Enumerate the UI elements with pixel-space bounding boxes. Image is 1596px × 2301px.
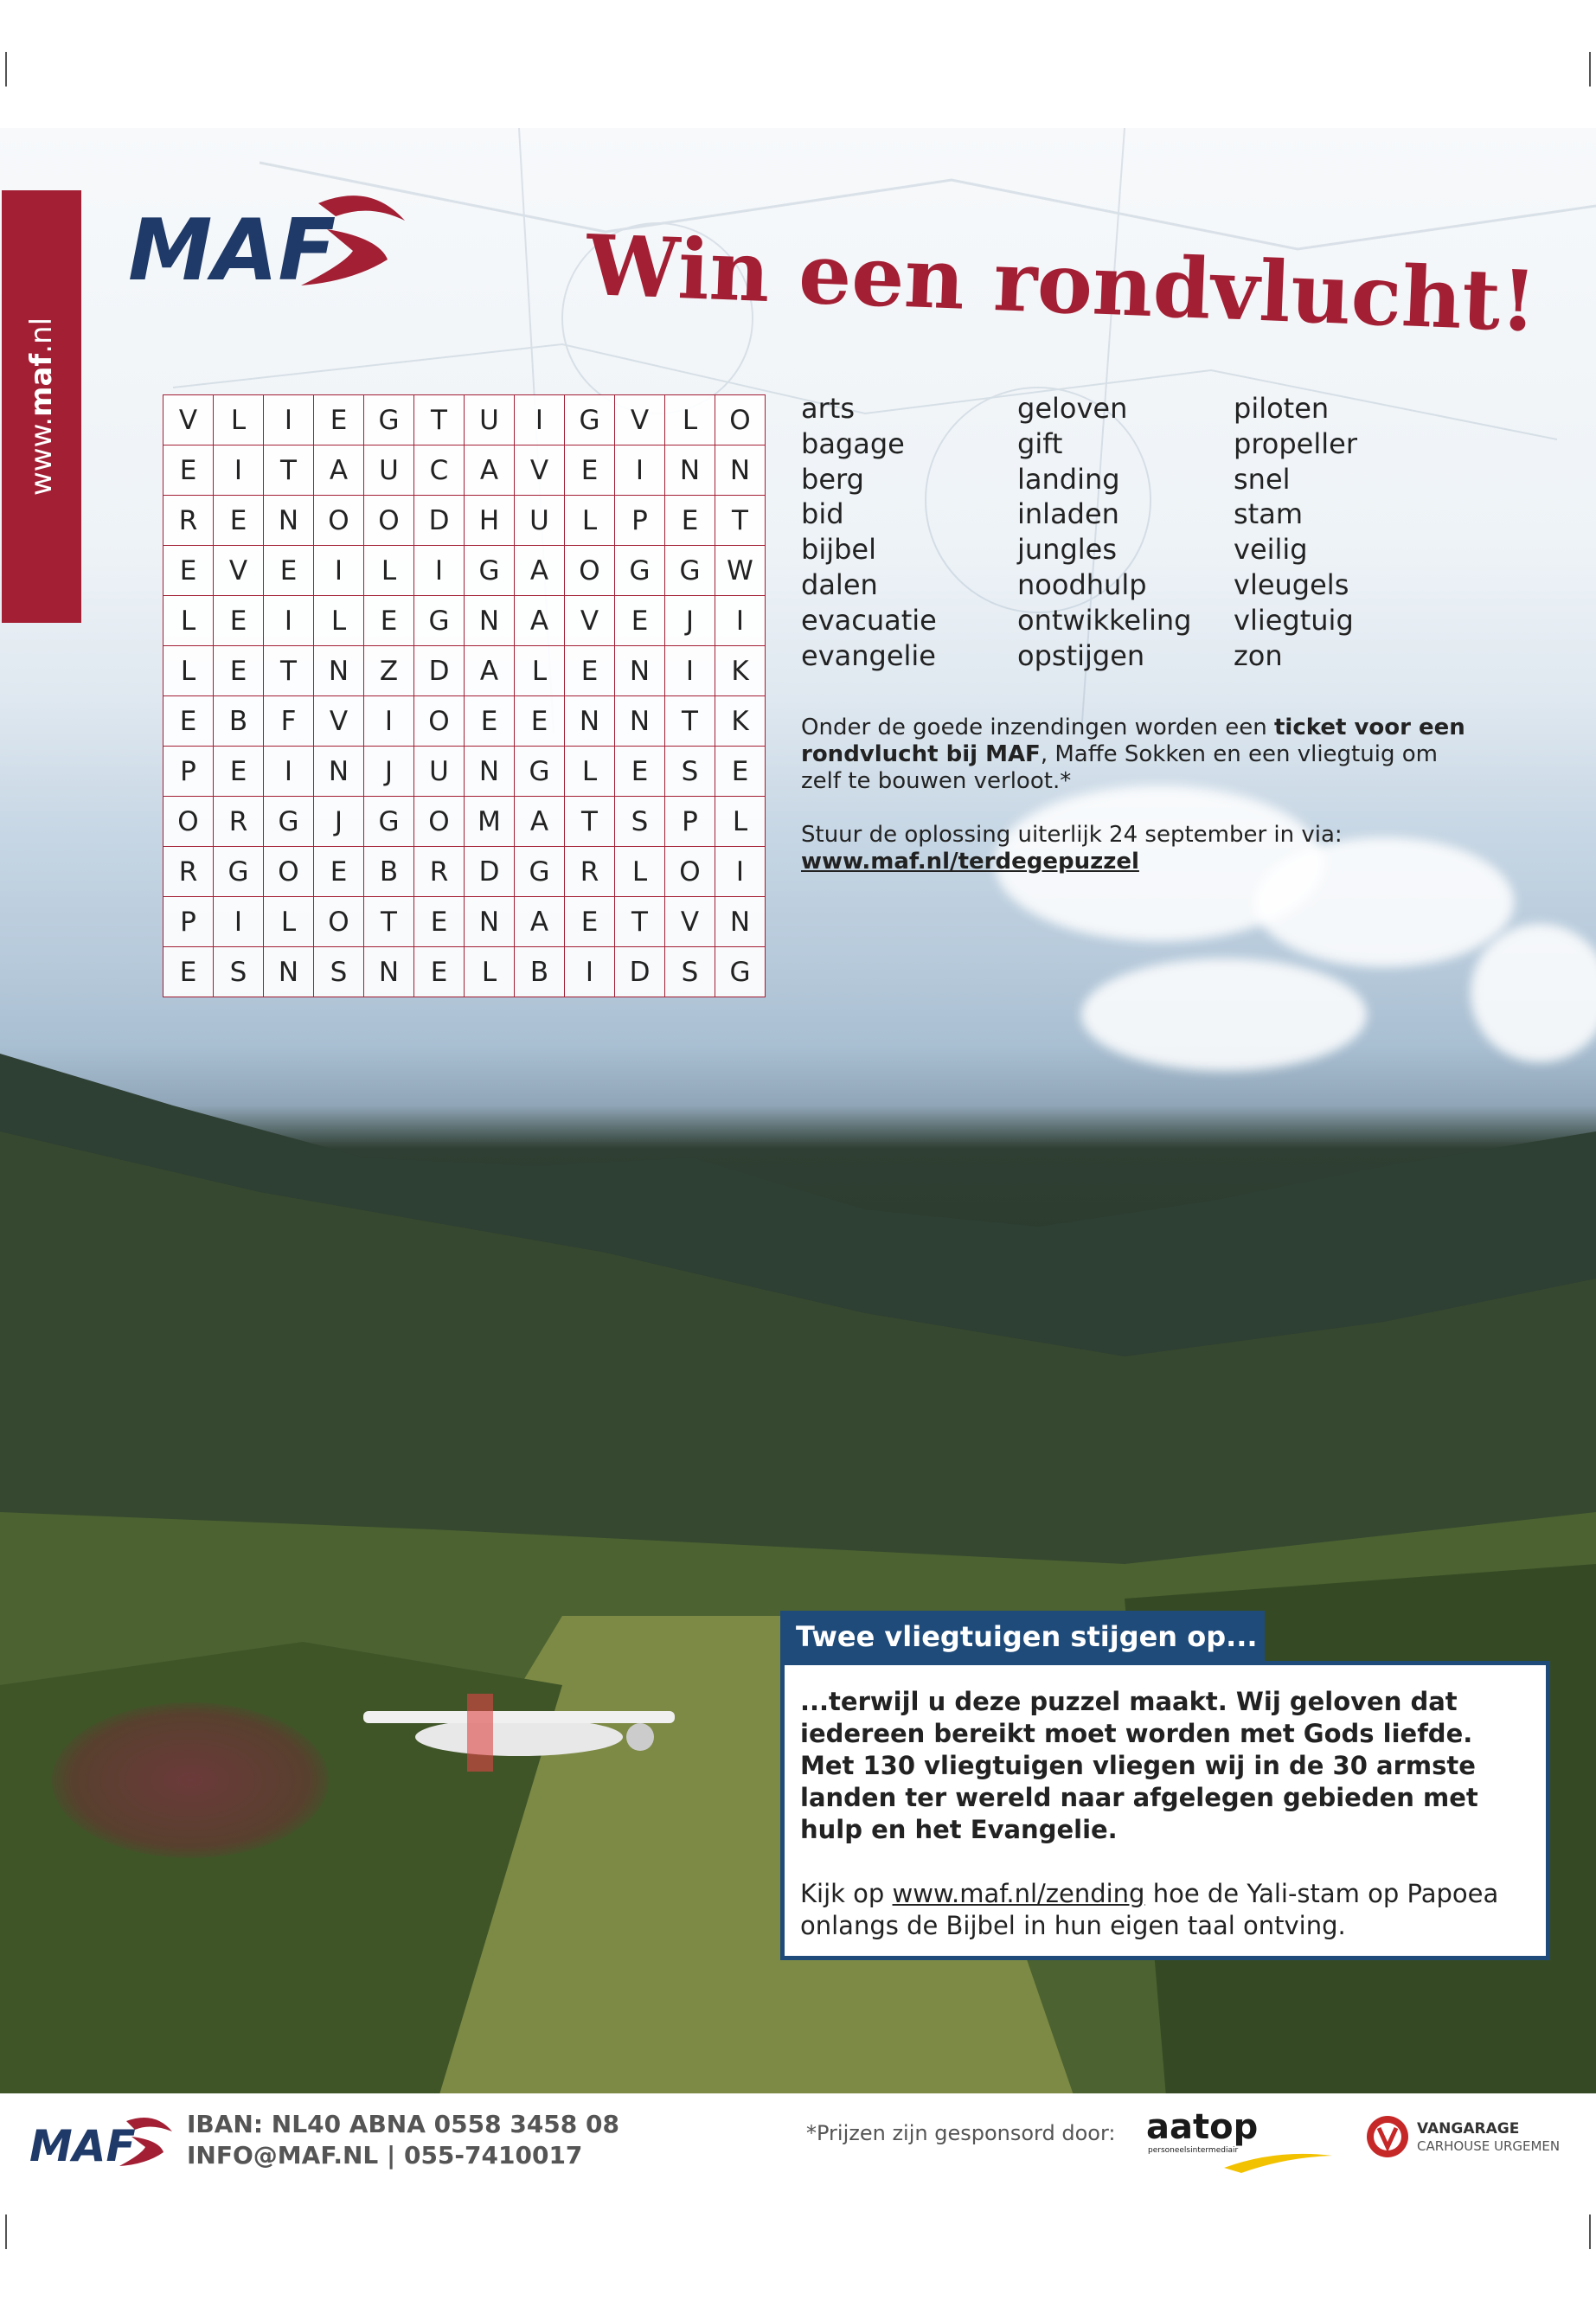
twee-box xyxy=(780,1661,1550,1960)
word-list-item: vleugels xyxy=(1234,567,1349,601)
grid-cell[interactable]: T xyxy=(565,797,615,847)
grid-cell[interactable]: O xyxy=(264,847,314,897)
grid-cell[interactable]: I xyxy=(665,646,715,696)
grid-cell[interactable]: E xyxy=(214,646,264,696)
word-list-column-2 xyxy=(1017,391,1191,673)
grid-cell[interactable]: O xyxy=(414,797,465,847)
grid-cell[interactable]: E xyxy=(565,445,615,496)
grid-cell[interactable]: E xyxy=(565,897,615,947)
crowd xyxy=(52,1702,329,1858)
grid-cell[interactable]: V xyxy=(314,696,364,747)
grid-row xyxy=(163,797,766,847)
grid-cell[interactable]: E xyxy=(615,747,665,797)
grid-cell[interactable]: M xyxy=(465,797,515,847)
grid-cell[interactable]: I xyxy=(565,947,615,997)
grid-cell[interactable]: V xyxy=(214,546,264,596)
word-list-item: zon xyxy=(1234,638,1283,672)
grid-cell[interactable]: A xyxy=(515,897,565,947)
grid-cell[interactable]: L xyxy=(615,847,665,897)
grid-cell[interactable]: E xyxy=(665,496,715,546)
grid-cell[interactable]: G xyxy=(364,395,414,445)
word-list-item: stam xyxy=(1234,497,1303,531)
grid-cell[interactable]: O xyxy=(163,797,214,847)
grid-cell[interactable]: N xyxy=(314,646,364,696)
grid-cell[interactable]: K xyxy=(715,696,766,747)
grid-cell[interactable]: G xyxy=(364,797,414,847)
grid-cell[interactable]: N xyxy=(665,445,715,496)
grid-cell[interactable]: E xyxy=(465,696,515,747)
grid-cell[interactable]: V xyxy=(515,445,565,496)
word-list-item: vliegtuig xyxy=(1234,603,1354,637)
aatop-logo xyxy=(1146,2106,1336,2175)
grid-cell[interactable]: E xyxy=(615,596,665,646)
grid-cell[interactable]: R xyxy=(163,847,214,897)
grid-cell[interactable]: E xyxy=(214,496,264,546)
grid-cell[interactable]: I xyxy=(615,445,665,496)
grid-cell[interactable]: G xyxy=(515,747,565,797)
grid-cell[interactable]: D xyxy=(414,646,465,696)
grid-row xyxy=(163,897,766,947)
grid-cell[interactable]: I xyxy=(264,395,314,445)
grid-cell[interactable]: B xyxy=(214,696,264,747)
grid-cell[interactable]: P xyxy=(665,797,715,847)
grid-cell[interactable]: P xyxy=(163,747,214,797)
word-list-item: evacuatie xyxy=(801,603,937,637)
sponsor-text: *Prijzen zijn gesponsord door: xyxy=(806,2121,1116,2145)
word-list-item: dalen xyxy=(801,567,878,601)
grid-cell[interactable]: V xyxy=(665,897,715,947)
grid-cell[interactable]: T xyxy=(665,696,715,747)
grid-cell[interactable]: S xyxy=(214,947,264,997)
grid-cell[interactable]: G xyxy=(414,596,465,646)
grid-cell[interactable]: I xyxy=(715,596,766,646)
grid-cell[interactable]: L xyxy=(715,797,766,847)
grid-cell[interactable]: L xyxy=(163,596,214,646)
svg-text:MAF: MAF xyxy=(128,202,337,298)
word-list-item: bagage xyxy=(801,426,905,460)
grid-cell[interactable]: U xyxy=(515,496,565,546)
grid-cell[interactable]: L xyxy=(163,646,214,696)
grid-cell[interactable]: I xyxy=(314,546,364,596)
svg-text:MAF: MAF xyxy=(29,2121,136,2171)
grid-cell[interactable]: E xyxy=(314,847,364,897)
grid-cell[interactable]: O xyxy=(715,395,766,445)
word-list-item: gift xyxy=(1017,426,1063,460)
grid-cell[interactable]: R xyxy=(214,797,264,847)
twee-heading: Twee vliegtuigen stijgen op... xyxy=(780,1611,1265,1663)
grid-cell[interactable]: U xyxy=(465,395,515,445)
grid-cell[interactable]: N xyxy=(465,747,515,797)
grid-row xyxy=(163,445,766,496)
grid-cell[interactable]: E xyxy=(163,445,214,496)
svg-text:personeelsintermediair: personeelsintermediair xyxy=(1148,2146,1239,2155)
grid-cell[interactable]: A xyxy=(465,646,515,696)
grid-cell[interactable]: L xyxy=(565,747,615,797)
grid-cell[interactable]: R xyxy=(163,496,214,546)
crop-mark xyxy=(1589,2214,1591,2249)
grid-cell[interactable]: I xyxy=(214,445,264,496)
grid-cell[interactable]: J xyxy=(665,596,715,646)
word-list-item: opstijgen xyxy=(1017,638,1145,672)
grid-cell[interactable]: O xyxy=(364,496,414,546)
grid-cell[interactable]: O xyxy=(414,696,465,747)
grid-cell[interactable]: L xyxy=(214,395,264,445)
grid-cell[interactable]: J xyxy=(364,747,414,797)
grid-cell[interactable]: G xyxy=(214,847,264,897)
zending-link[interactable]: www.maf.nl/zending xyxy=(892,1879,1145,1908)
grid-cell[interactable]: E xyxy=(414,947,465,997)
word-list-item: arts xyxy=(801,392,855,425)
email-phone: INFO@MAF.NL | 055-7410017 xyxy=(187,2141,583,2170)
grid-row xyxy=(163,496,766,546)
grid-cell[interactable]: E xyxy=(163,696,214,747)
grid-cell[interactable]: P xyxy=(615,496,665,546)
grid-cell[interactable]: E xyxy=(214,747,264,797)
grid-cell[interactable]: T xyxy=(414,395,465,445)
grid-cell[interactable]: N xyxy=(615,646,665,696)
grid-row xyxy=(163,395,766,445)
grid-cell[interactable]: J xyxy=(314,797,364,847)
grid-cell[interactable]: I xyxy=(264,747,314,797)
grid-cell[interactable]: S xyxy=(665,947,715,997)
footer-contact xyxy=(187,2109,619,2171)
grid-cell[interactable]: O xyxy=(665,847,715,897)
grid-cell[interactable]: D xyxy=(414,496,465,546)
prize-info: Onder de goede inzendingen worden een ticket voor een rondvlucht bij MAF, Maffe Sokken en een vliegtuig om zelf te bouwen verloot.* xyxy=(801,715,1465,794)
puzzle-link[interactable]: www.maf.nl/terdegepuzzel xyxy=(801,849,1139,875)
grid-cell[interactable]: S xyxy=(615,797,665,847)
grid-row xyxy=(163,947,766,997)
grid-cell[interactable]: B xyxy=(515,947,565,997)
grid-cell[interactable]: E xyxy=(163,546,214,596)
grid-cell[interactable]: V xyxy=(615,395,665,445)
grid-row xyxy=(163,596,766,646)
grid-cell[interactable]: O xyxy=(565,546,615,596)
grid-cell[interactable]: E xyxy=(715,747,766,797)
word-list-item: veilig xyxy=(1234,533,1308,567)
svg-text:VANGARAGE: VANGARAGE xyxy=(1417,2120,1520,2138)
grid-cell[interactable]: T xyxy=(264,646,314,696)
grid-cell[interactable]: N xyxy=(565,696,615,747)
word-list-item: bijbel xyxy=(801,533,876,567)
vangarage-logo xyxy=(1365,2111,1573,2163)
grid-cell[interactable]: L xyxy=(665,395,715,445)
grid-cell[interactable]: A xyxy=(465,445,515,496)
word-list-column-3 xyxy=(1234,391,1357,673)
grid-cell[interactable]: A xyxy=(515,797,565,847)
grid-row xyxy=(163,747,766,797)
grid-cell[interactable]: B xyxy=(364,847,414,897)
grid-cell[interactable]: G xyxy=(615,546,665,596)
grid-cell[interactable]: E xyxy=(414,897,465,947)
grid-cell[interactable]: L xyxy=(465,947,515,997)
grid-cell[interactable]: P xyxy=(163,897,214,947)
grid-row xyxy=(163,696,766,747)
grid-cell[interactable]: T xyxy=(615,897,665,947)
crop-mark xyxy=(5,2214,7,2249)
word-list-item: geloven xyxy=(1017,392,1128,425)
headline: Win een rondvlucht! xyxy=(584,216,1539,351)
word-list-item: snel xyxy=(1234,462,1291,496)
grid-cell[interactable]: E xyxy=(364,596,414,646)
sidebar-url[interactable]: www.maf.nl xyxy=(24,317,59,497)
word-list-item: noodhulp xyxy=(1017,567,1147,601)
word-list-item: inladen xyxy=(1017,497,1119,531)
grid-cell[interactable]: G xyxy=(465,546,515,596)
grid-cell[interactable]: V xyxy=(163,395,214,445)
grid-cell[interactable]: I xyxy=(214,897,264,947)
grid-cell[interactable]: L xyxy=(264,897,314,947)
grid-cell[interactable]: T xyxy=(264,445,314,496)
grid-row xyxy=(163,546,766,596)
grid-cell[interactable]: N xyxy=(715,897,766,947)
grid-cell[interactable]: I xyxy=(414,546,465,596)
grid-cell[interactable]: E xyxy=(214,596,264,646)
grid-cell[interactable]: V xyxy=(565,596,615,646)
twee-bold-text: ...terwijl u deze puzzel maakt. Wij geloven dat iedereen bereikt moet worden met Gods liefde. Met 130 vliegtuigen vliegen wij in de 30 armste landen ter wereld naar afgelegen gebieden met hulp en het Evangelie. xyxy=(800,1687,1478,1844)
grid-cell[interactable]: K xyxy=(715,646,766,696)
grid-cell[interactable]: T xyxy=(364,897,414,947)
grid-cell[interactable]: N xyxy=(314,747,364,797)
send-instructions xyxy=(801,822,1343,875)
word-list-item: propeller xyxy=(1234,426,1357,460)
grid-cell[interactable]: I xyxy=(264,596,314,646)
grid-cell[interactable]: I xyxy=(364,696,414,747)
airplane xyxy=(311,1642,727,1815)
grid-cell[interactable]: U xyxy=(414,747,465,797)
word-search-grid[interactable] xyxy=(163,394,766,997)
word-list-item: bid xyxy=(801,497,844,531)
grid-cell[interactable]: N xyxy=(465,596,515,646)
grid-cell[interactable]: A xyxy=(515,596,565,646)
grid-cell[interactable]: D xyxy=(615,947,665,997)
grid-cell[interactable]: G xyxy=(715,947,766,997)
word-list-item: ontwikkeling xyxy=(1017,603,1192,637)
grid-cell[interactable]: E xyxy=(163,947,214,997)
grid-cell[interactable]: F xyxy=(264,696,314,747)
grid-cell[interactable]: R xyxy=(414,847,465,897)
grid-cell[interactable]: N xyxy=(615,696,665,747)
grid-cell[interactable]: E xyxy=(565,646,615,696)
word-list-item: landing xyxy=(1017,462,1120,496)
twee-kijk-text: Kijk op www.maf.nl/zending hoe de Yali-stam op Papoea onlangs de Bijbel in hun eigen taal ontving. xyxy=(800,1879,1499,1940)
grid-cell[interactable]: T xyxy=(715,496,766,546)
crop-mark xyxy=(5,52,7,87)
grid-cell[interactable]: N xyxy=(364,947,414,997)
grid-cell[interactable]: O xyxy=(314,496,364,546)
grid-cell[interactable]: E xyxy=(515,696,565,747)
grid-cell[interactable]: G xyxy=(565,395,615,445)
grid-cell[interactable]: L xyxy=(314,596,364,646)
grid-cell[interactable]: I xyxy=(515,395,565,445)
grid-cell[interactable]: U xyxy=(364,445,414,496)
grid-cell[interactable]: L xyxy=(565,496,615,546)
grid-cell[interactable]: R xyxy=(565,847,615,897)
word-list-item: berg xyxy=(801,462,864,496)
grid-cell[interactable]: D xyxy=(465,847,515,897)
word-list-item: evangelie xyxy=(801,638,936,672)
grid-cell[interactable]: Z xyxy=(364,646,414,696)
send-text: Stuur de oplossing uiterlijk 24 september in via: xyxy=(801,822,1343,848)
maf-logo xyxy=(128,177,413,298)
grid-cell[interactable]: N xyxy=(465,897,515,947)
word-list-item: piloten xyxy=(1234,392,1330,425)
grid-row xyxy=(163,847,766,897)
grid-cell[interactable]: S xyxy=(314,947,364,997)
grid-cell[interactable]: O xyxy=(314,897,364,947)
grid-cell[interactable]: G xyxy=(515,847,565,897)
word-list-column-1 xyxy=(801,391,937,673)
grid-cell[interactable]: L xyxy=(364,546,414,596)
grid-row xyxy=(163,646,766,696)
svg-text:aatop: aatop xyxy=(1146,2107,1259,2147)
grid-cell[interactable]: N xyxy=(264,947,314,997)
grid-cell[interactable]: N xyxy=(715,445,766,496)
footer-maf-logo xyxy=(29,2109,176,2171)
grid-cell[interactable]: A xyxy=(515,546,565,596)
grid-cell[interactable]: H xyxy=(465,496,515,546)
grid-cell[interactable]: A xyxy=(314,445,364,496)
grid-cell[interactable]: I xyxy=(715,847,766,897)
grid-cell[interactable]: N xyxy=(264,496,314,546)
grid-cell[interactable]: E xyxy=(314,395,364,445)
crop-mark xyxy=(1589,52,1591,87)
grid-cell[interactable]: S xyxy=(665,747,715,797)
grid-cell[interactable]: W xyxy=(715,546,766,596)
iban: IBAN: NL40 ABNA 0558 3458 08 xyxy=(187,2110,619,2138)
grid-cell[interactable]: G xyxy=(264,797,314,847)
word-list-item: jungles xyxy=(1017,533,1118,567)
svg-text:CARHOUSE URGEMEN: CARHOUSE URGEMEN xyxy=(1417,2138,1561,2154)
grid-cell[interactable]: C xyxy=(414,445,465,496)
grid-cell[interactable]: E xyxy=(264,546,314,596)
grid-cell[interactable]: G xyxy=(665,546,715,596)
grid-cell[interactable]: L xyxy=(515,646,565,696)
